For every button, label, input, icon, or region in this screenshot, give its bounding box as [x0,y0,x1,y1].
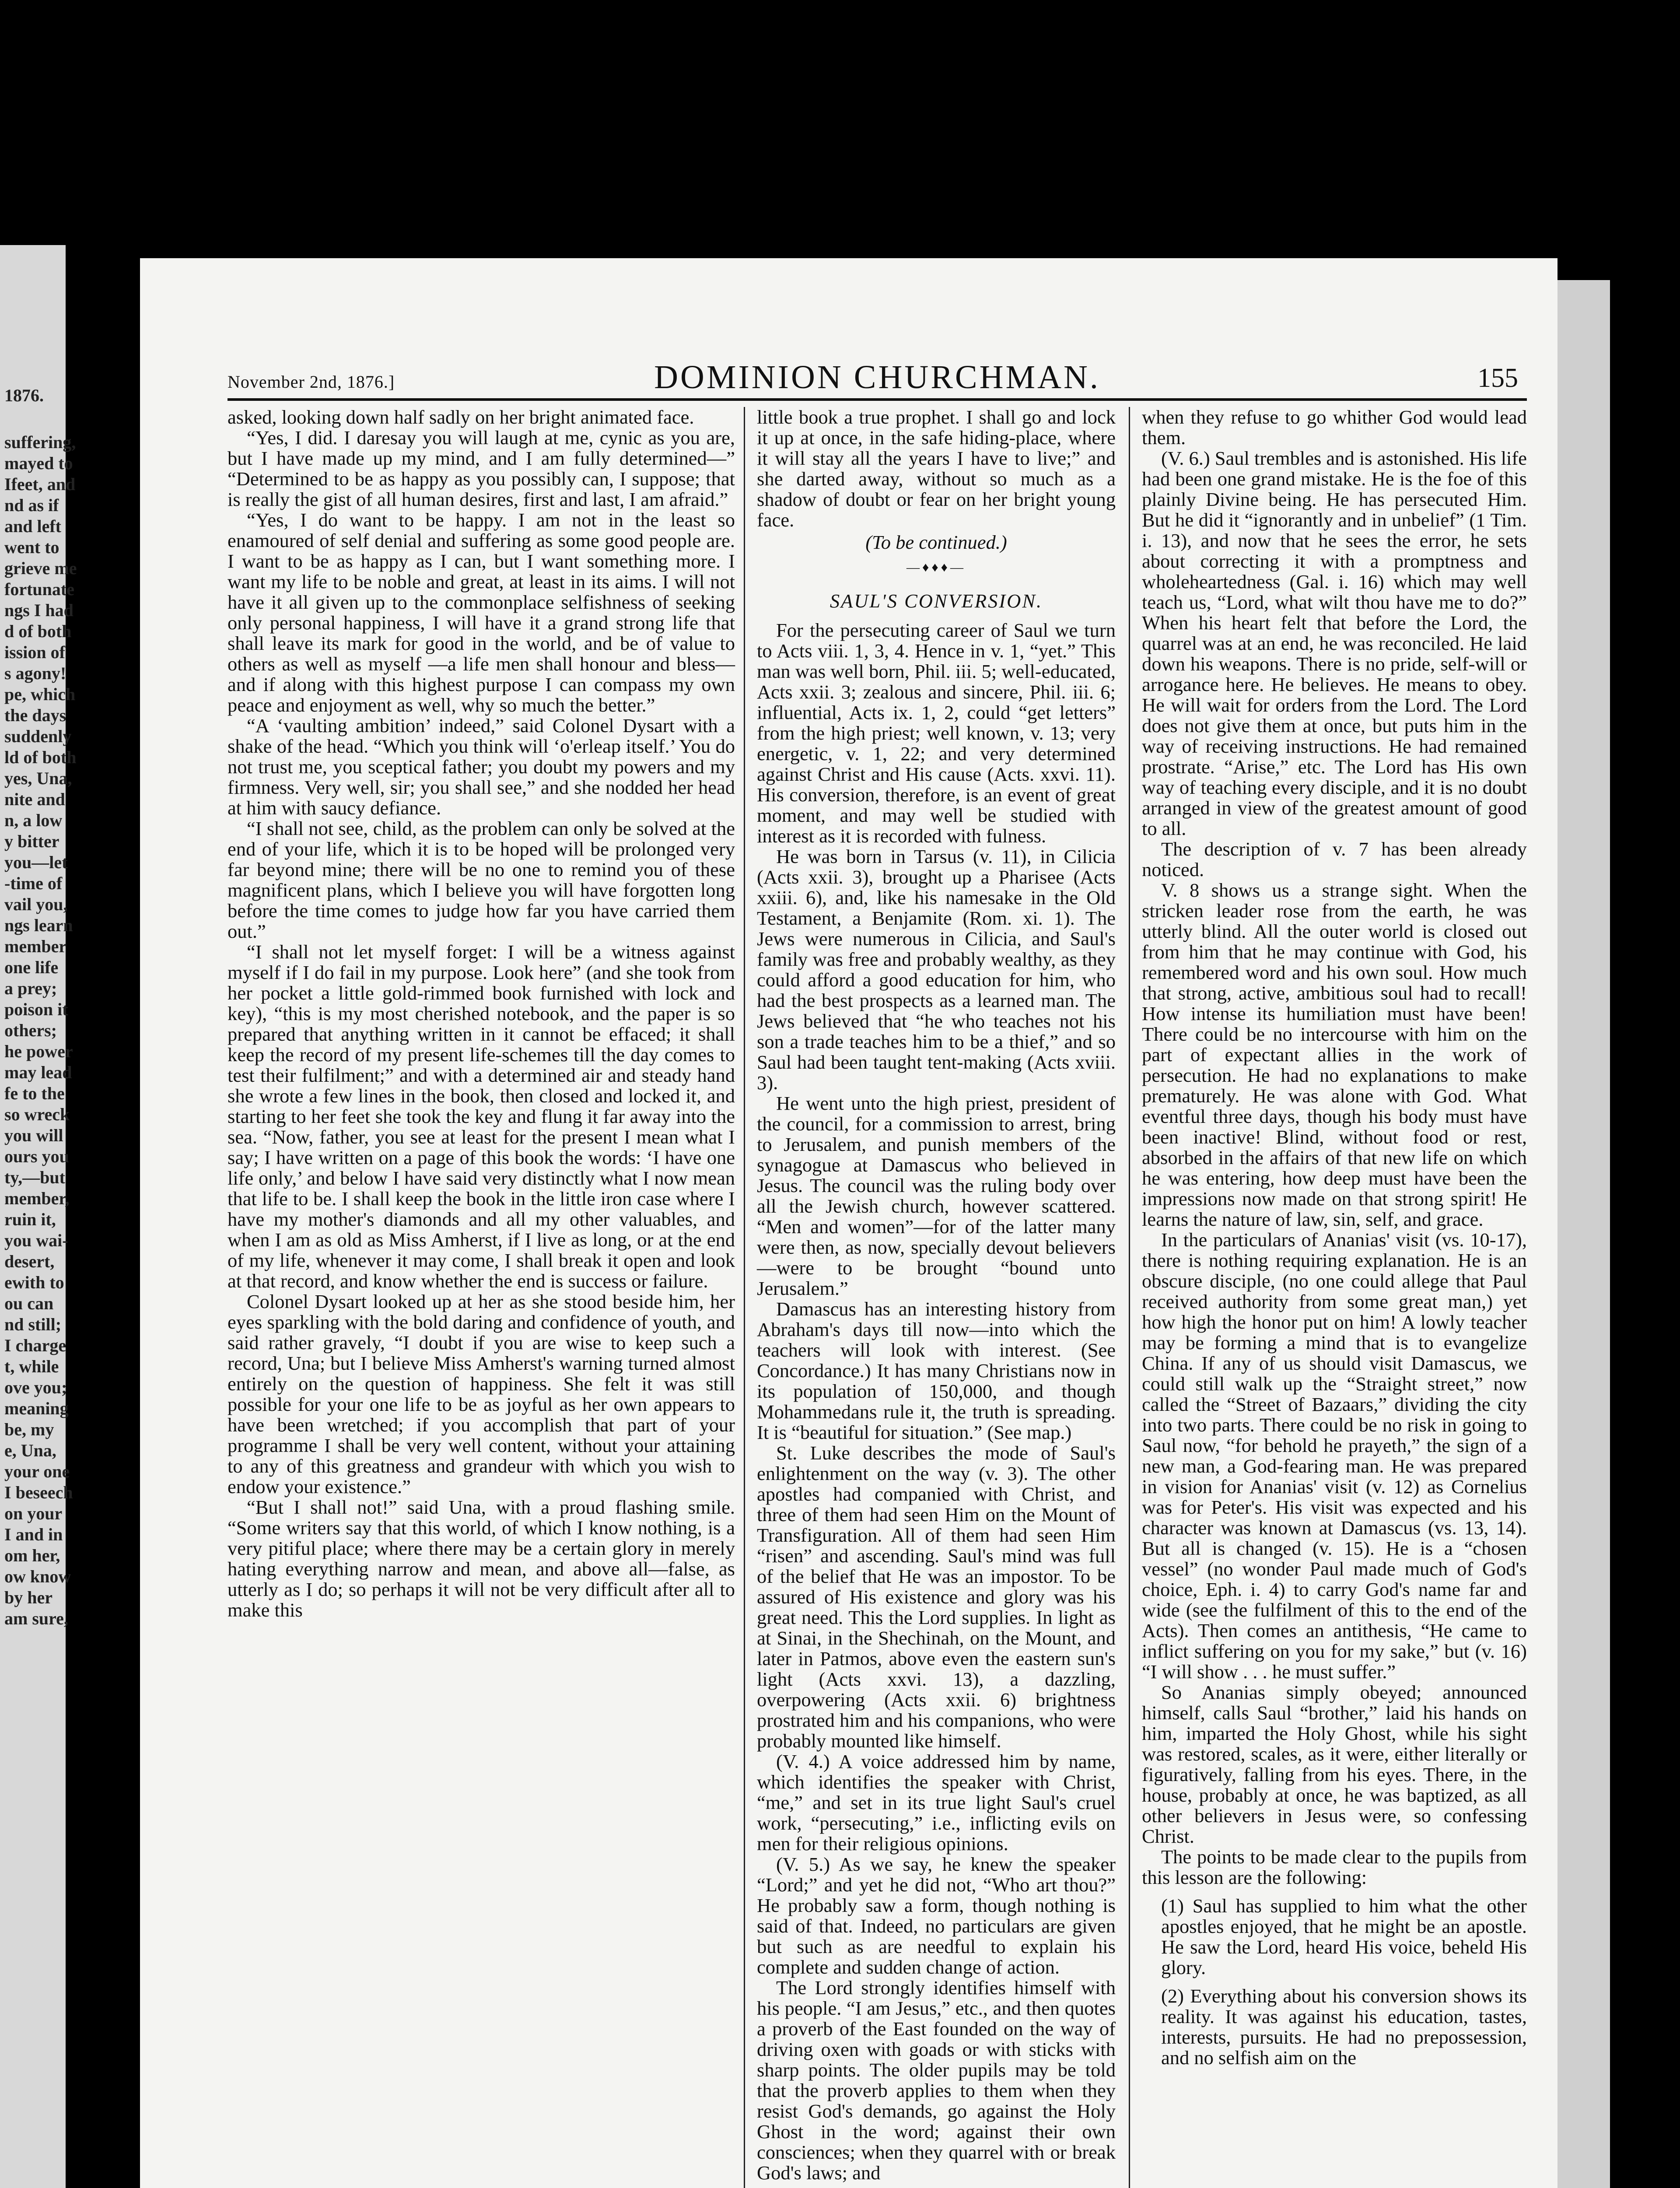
facing-page-line: by her [4,1588,52,1607]
facing-page-line: I and in [4,1525,63,1544]
facing-page-line: desert, [4,1252,55,1271]
paragraph: In the particulars of Ananias' visit (vs. 10-17), there is nothing requiring explanation. He is an obscure disciple, (no one could allege that Paul received authority from some great man,) yet how high the honor put on him! A lowly teacher may be forming a mind that is to evangelize China. If any of us should visit Damascus, we could still walk up the “Straight street,” now called the “Street of Bazaars,” dividing the city into two parts. There could be no risk in going to Saul now, “for behold he prayeth,” the sign of a new man, a God-fearing man. He was prepared in vision for Ananias' visit (v. 12) as Cornelius was for Peter's. His visit was expected and his character was known at Damascus (vs. 13, 14). But all is changed (v. 15). He is a “chosen vessel” (no wonder Paul made much of God's choice, Eph. i. 4) to carry God's name far and wide (see the fulfilment of this to the end of the Acts). Then comes an antithesis, “He came to inflict suffering on you for my sake,” but (v. 16) “I will show . . . he must suffer.” [1142,1229,1527,1683]
paragraph: The description of v. 7 has been already noticed. [1142,838,1527,880]
facing-page-line: ruin it, [4,1210,56,1229]
paragraph: (V. 6.) Saul trembles and is astonished. His life had been one grand mistake. He is the foe of this plainly Divine being. He has persecuted Him. But he did it “ignorantly and in unbelief” (1 Tim. i. 13), and now that he sees the error, he sets about correcting it with a promptness and wholeheartedness (Gal. i. 16) which may well teach us, “Lord, what wilt thou have me to do?” When his heart felt that before the Lord, the quarrel was at an end, he was reconciled. He laid down his weapons. There is no pride, self-will or arrogance here. He believes. He means to obey. He will wait for orders from the Lord. The Lord does not give them at once, but puts him in the way of receiving instructions. He had remained prostrate. “Arise,” etc. The Lord has His own way of teaching every disciple, and it is no doubt arranged in view of the greatest amount of good to all. [1142,447,1527,839]
facing-page-line: member, [4,1189,70,1208]
issue-date: November 2nd, 1876.] [228,372,395,392]
paragraph: He was born in Tarsus (v. 11), in Cilicia (Acts xxii. 3), brought up a Pharisee (Acts xxiii. 6), and, like his namesake in the Old Testament, a Benjamite (Rom. xi. 1). The Jews were numerous in Cilicia, and Saul's family was free and probably wealthy, as they could afford a good education for him, who had the best prospects as a learned man. The Jews believed that “he who teaches not his son a trade teaches him to be a thief,” and so Saul had been taught tent-making (Acts xviii. 3). [757,845,1116,1094]
facing-page-line: he power [4,1041,73,1061]
paragraph: Colonel Dysart looked up at her as she stood beside him, her eyes sparkling with the bold daring and confidence of youth, and said rather gravely, “I doubt if you are wise to keep such a record, Una; but I believe Miss Amherst's warning turned almost entirely on the question of happiness. She felt it was still possible for your one life to be as joyful as her own appears to have been wretched; if you accomplish that part of your programme I shall be very well content, without your attaining to any of this greatness and grandeur with which you wish to endow your existence.” [228,1290,735,1497]
paragraph: V. 8 shows us a strange sight. When the stricken leader rose from the earth, he was utterly blind. All the outer world is closed out from him that he may continue with God, his remembered word and his own soul. How much that strong, active, ambitious soul had to recall! How intense its humiliation must have been! There could be no intercourse with him on the part of expectant allies in the work of persecution. He had no explanations to make prematurely. He was alone with God. What eventful three days, though his body must have been inactive! Blind, without food or rest, absorbed in the affairs of that new life on which he was entering, how deep must have been the impressions now made on that strong spirit! He learns the nature of law, sin, self, and grace. [1142,879,1527,1230]
facing-page-line: your one [4,1462,70,1481]
facing-page-line: pe, which [4,684,76,704]
facing-page-line: you will [4,1126,63,1145]
column-1 [228,407,735,2188]
facing-page-line: s agony! [4,663,66,683]
column-2 [757,407,1116,2188]
facing-page-line: you—let [4,852,68,872]
paragraph: So Ananias simply obeyed; announced himself, calls Saul “brother,” laid his hands on him, imparted the Holy Ghost, while his sight was restored, scales, as it were, either literally or figuratively, falling from his eyes. There, in the house, probably at once, he was baptized, as all other believers in Jesus were, so confessing Christ. [1142,1681,1527,1847]
facing-page-line: -time of [4,873,63,893]
facing-page-line: others; [4,1020,57,1040]
facing-page-line: d of both [4,621,72,641]
paragraph: “I shall not see, child, as the problem can only be solved at the end of your life, which it is to be hoped will be prolonged very far beyond mine; there will be no one to remind you of these magnificent plans, which I believe you will have forgotten long before the time comes to judge how far you have carried them out.” [228,817,735,942]
facing-page-line: n, a low [4,810,63,830]
facing-page-line: a prey; [4,978,57,998]
facing-page-line: you wai- [4,1231,68,1250]
facing-page-line: nite and [4,789,65,809]
page-number: 155 [1477,363,1518,393]
facing-page-line: be, my [4,1420,54,1439]
paragraph: “Yes, I did. I daresay you will laugh at me, cynic as you are, but I have made up my mind, and I am fully determined—” “Determined to be as happy as you possibly can, I suppose; that is really the gist of all human desires, first and last, I am afraid.” [228,427,735,510]
facing-page-line: I charge [4,1336,66,1355]
facing-page-line: ow know [4,1567,71,1586]
paragraph: “A ‘vaulting ambition’ indeed,” said Colonel Dysart with a shake of the head. “Which you think will ‘o'erleap itself.’ You do not trust me, you sceptical father; you doubt my powers and my firmness. Very well, sir; you shall see,” and she nodded her head at him with saucy defiance. [228,715,735,819]
facing-page-line: ove you; [4,1378,67,1397]
facing-page-line: member [4,936,67,956]
facing-page-line: suffering, [4,432,76,452]
article-title: SAUL'S CONVERSION. [830,590,1043,612]
facing-page-line: nd still; [4,1315,62,1334]
paragraph: “Yes, I do want to be happy. I am not in the least so enamoured of self denial and suffering as some good people are. I want to be as happy as I can, but I want something more. I want my life to be noble and great, at least in its aims. I will not have it all given up to the commonplace selfishness of seeking only personal happiness, I will have it a grand strong life that shall leave its mark for good in the world, and be of value to others as well as myself —a life men shall honour and bless—and if along with this highest purpose I can compass my own peace and enjoyment as well, why so much the better.” [228,509,735,716]
facing-page-line: suddenly [4,726,72,746]
page-edge-shadow [1558,280,1610,2188]
facing-page-line: y bitter [4,831,60,851]
facing-page-line: Ifeet, and [4,474,76,494]
column-rule [1129,407,1130,2188]
paragraph: (V. 4.) A voice addressed him by name, which identifies the speaker with Christ, “me,” and set in its true light Saul's cruel work, “persecuting,” i.e., inflicting evils on men for their religious opinions. [757,1750,1116,1855]
paragraph: For the persecuting career of Saul we turn to Acts viii. 1, 3, 4. Hence in v. 1, “yet.” This man was well born, Phil. iii. 5; well-educated, Acts xxii. 3; zealous and sincere, Phil. iii. 6; influential, Acts ix. 1, 2, could “get letters” from the high priest; well known, v. 13; very energetic, v. 1, 22; and very determined against Christ and His cause (Acts. xxvi. 11). His conversion, therefore, is an event of great moment, and may well be studied with interest as it is recorded with fulness. [757,619,1116,847]
paragraph: He went unto the high priest, president of the council, for a commission to arrest, bring to Jerusalem, and punish members of the synagogue at Damascus who believed in Jesus. The council was the ruling body over all the Jewish church, however scattered. “Men and women”—for of the latter many were then, as now, specially devout believers—were to be brought “bound unto Jerusalem.” [757,1092,1116,1299]
facing-page-line: on your [4,1504,63,1523]
facing-page-line: I beseech [4,1483,73,1502]
paragraph: St. Luke describes the mode of Saul's enlightenment on the way (v. 3). The other apostles had companied with Christ, and three of them had seen Him on the Mount of Transfiguration. All of them had seen Him “risen” and ascending. Saul's mind was full of the belief that He was an impostor. To be assured of His existence and glory was his great need. This the Lord supplies. In light as at Sinai, in the Shechinah, on the Mount, and later in Patmos, above even the eastern sun's light (Acts xxvi. 13), a dazzling, overpowering (Acts xxii. 6) brightness prostrated him and his companions, who were probably mounted like himself. [757,1442,1116,1752]
facing-page-line: ngs I had [4,600,74,620]
facing-page-line: yes, Una, [4,768,72,788]
paragraph: (V. 5.) As we say, he knew the speaker “Lord;” and yet he did not, “Who art thou?” He probably saw a form, though nothing is said of that. Indeed, no particulars are given but such as are needful to explain his complete and sudden change of action. [757,1853,1116,1978]
facing-page-line: fe to the [4,1083,65,1103]
facing-page-line: grieve me [4,558,77,578]
paragraph: “I shall not let myself forget: I will be a witness against myself if I do fail in my purpose. Look here” (and she took from her pocket a little gold-rimmed book furnished with lock and key), “this is my most cherished notebook, and the paper is so prepared that anything written in it cannot be effaced; it shall keep the record of my present life-schemes till the day comes to test their fulfilment;” and with a determined air and steady hand she wrote a few lines in the book, then closed and locked it, and starting to her feet she took the key and flung it far away into the sea. “Now, father, you see at least for the present I mean what I say; I have written on a page of this book the words: ‘I have one life only,’ and below I have said very distinctly what I now mean that life to be. I shall keep the book in the little iron case where I have my mother's diamonds and all my other valuables, and when I am as old as Miss Amherst, if I live as long, or at the end of my life, whenever it may come, I shall break it open and look at that record, and know whether the end is success or failure. [228,941,735,1292]
facing-page-line: nd as if [4,495,59,515]
paragraph: The points to be made clear to the pupils from this lesson are the following: [1142,1846,1527,1888]
column-3 [1142,407,1527,2188]
facing-page-line: ty,—but [4,1168,65,1187]
paragraph: The Lord strongly identifies himself with his people. “I am Jesus,” etc., and then quotes a proverb of the East founded on the way of driving oxen with goads or with sticks with sharp points. The older pupils may be told that the proverb applies to them when they resist God's demands, go against the Holy Ghost in the word; against their own consciences; when they quarrel with or break God's laws; and [757,1977,1116,2184]
paragraph: when they refuse to go whither God would lead them. [1142,406,1527,449]
column-rule [744,407,745,2188]
facing-page-line: and left [4,516,61,536]
facing-page-text [0,432,77,1629]
numbered-point: (2) Everything about his conversion shows its reality. It was against his education, tastes, interests, pursuits. He had no prepossession, and no selfish aim on the [1161,1985,1527,2069]
facing-page-line: ission of [4,642,65,662]
facing-page-line: ou can [4,1294,54,1313]
facing-page-line: am sure, [4,1609,68,1628]
facing-page-line: ours you [4,1147,69,1166]
paragraph: Damascus has an interesting history from Abraham's days till now—into which the teachers will look with interest. (See Concordance.) It has many Christians now in its population of 150,000, and though Mohammedans rule it, the truth is spreading. It is “beautiful for situation.” (See map.) [757,1298,1116,1443]
facing-page-line: mayed to [4,453,73,473]
masthead-title: DOMINION CHURCHMAN. [654,359,1100,396]
facing-page-line: may lead [4,1062,72,1082]
facing-page-fragment [0,245,77,2188]
paragraph: asked, looking down half sadly on her bright animated face. [228,406,694,428]
facing-page-line: om her, [4,1546,60,1565]
story-ending: little book a true prophet. I shall go and lock it up at once, in the safe hiding-place, where it will stay all the years I have to live;” and she darted away, without so much as a shadow of doubt or fear on her bright young face. [757,406,1116,531]
facing-page-line: the days [4,705,66,725]
section-divider: —♦♦♦— [906,560,966,575]
facing-page-line: one life [4,957,59,977]
facing-page-line: meaning [4,1399,69,1418]
to-be-continued: (To be continued.) [865,531,1007,553]
facing-page-line: ewith to [4,1273,64,1292]
facing-page-line: ld of both [4,747,77,767]
facing-page-line: vail you, [4,894,68,914]
facing-page-line: fortunate [4,579,74,599]
facing-page-line: e, Una, [4,1441,56,1460]
facing-page-line: poison it [4,999,68,1019]
newspaper-page [140,258,1558,2188]
facing-page-line: ngs learn [4,915,73,935]
numbered-point: (1) Saul has supplied to him what the other apostles enjoyed, that he might be an apostle. He saw the Lord, heard His voice, beheld His glory. [1161,1895,1527,1978]
facing-page-line: went to [4,537,60,557]
paragraph: “But I shall not!” said Una, with a proud flashing smile. “Some writers say that this world, of which I know nothing, is a very pitiful place; where there may be a certain glory in merely hating everything narrow and mean, and above all—false, as utterly as I do; so perhaps it will not be very difficult after all to make this [228,1496,735,1621]
page-header [228,346,1527,401]
facing-page-line: t, while [4,1357,59,1376]
facing-page-line: so wreck [4,1105,70,1124]
facing-page-year: 1876. [4,386,44,405]
